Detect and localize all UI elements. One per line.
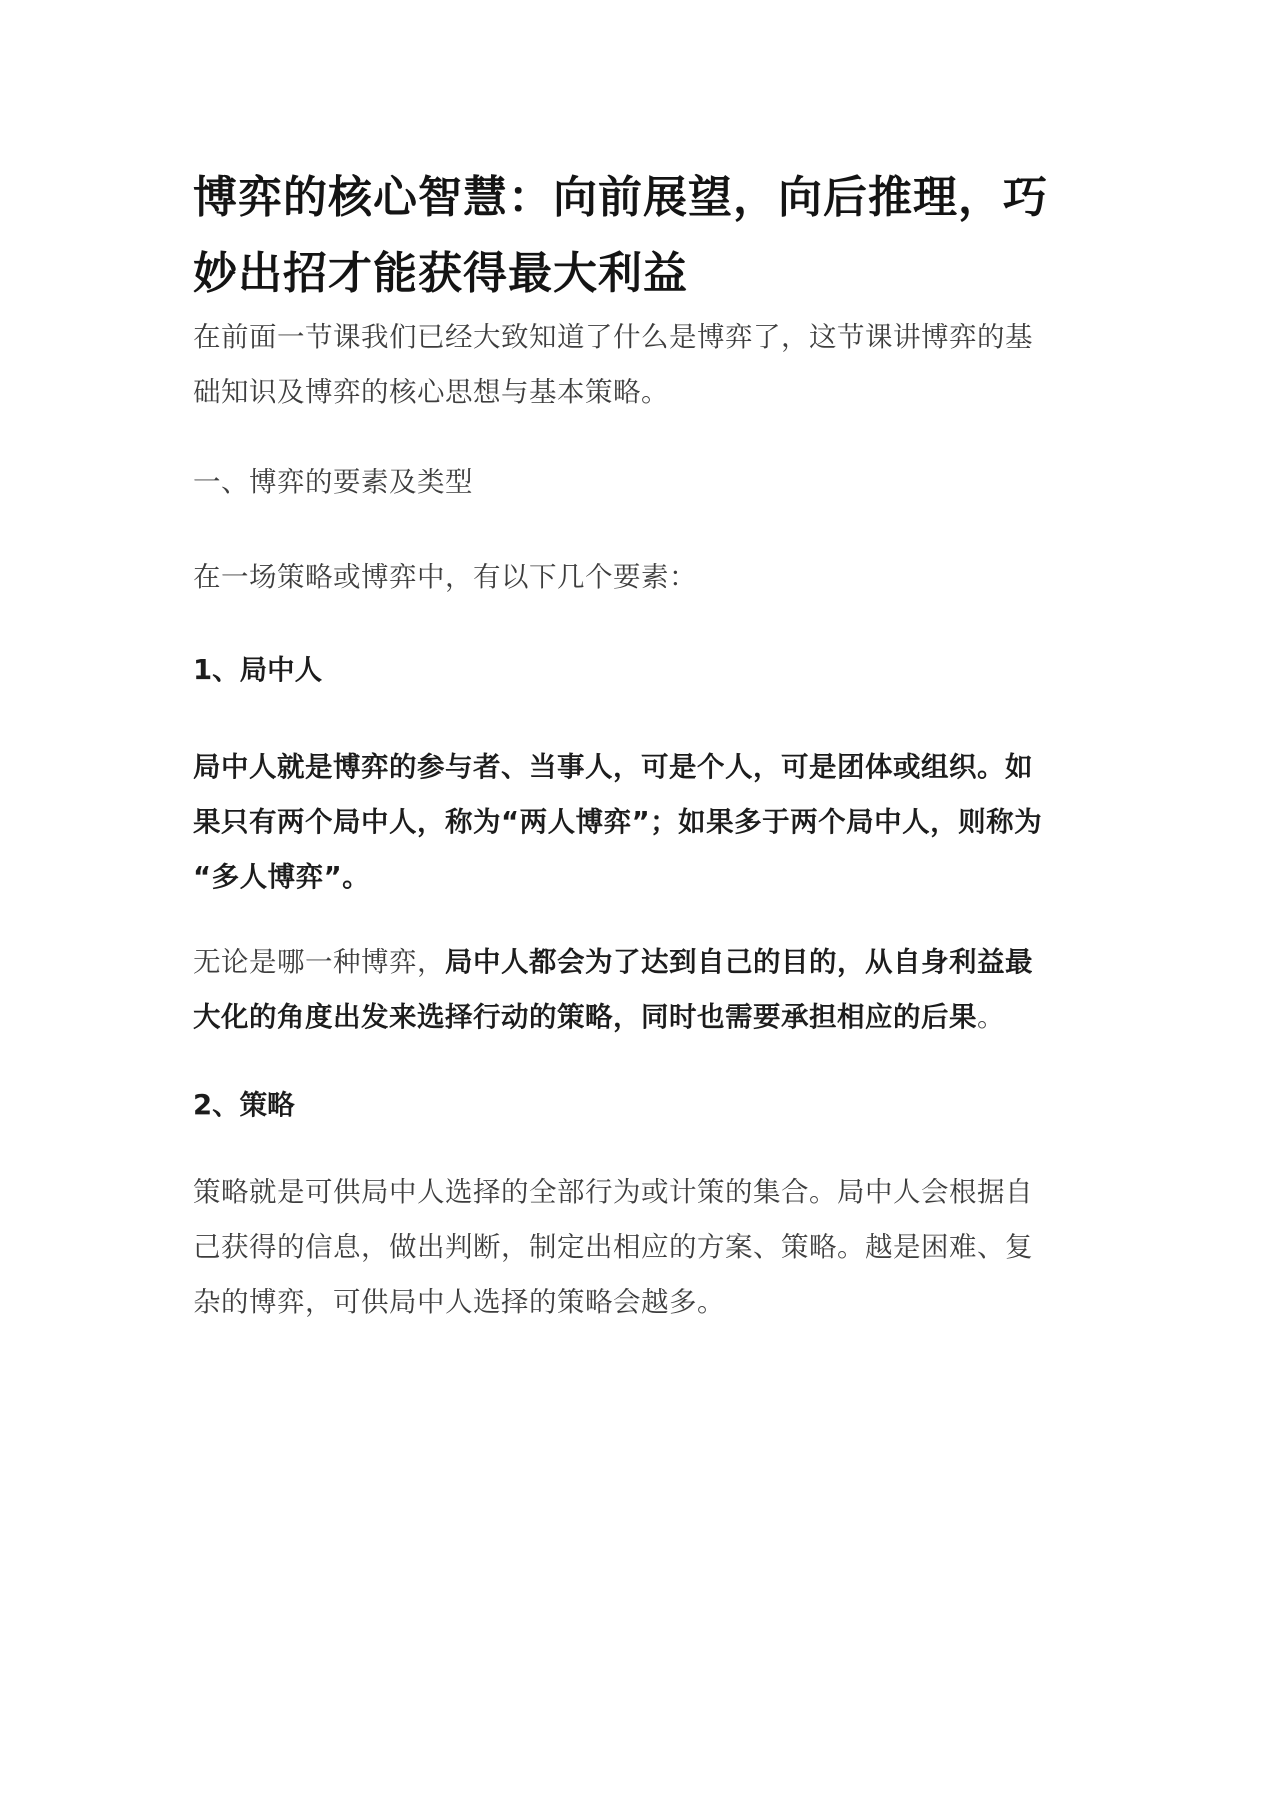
item-2-definition [193,1165,1093,1330]
intro-line-1: 在前面一节课我们已经大致知道了什么是博弈了，这节课讲博弈的基 [193,321,1033,353]
elements-intro-paragraph [193,550,1093,605]
item-2-definition-line-3: 杂的博弈，可供局中人选择的策略会越多。 [193,1286,725,1318]
item-1-heading [193,650,322,690]
section-heading-text: 一、博弈的要素及类型 [193,466,473,498]
item-1-definition-line-2: 果只有两个局中人，称为“两人博弈”；如果多于两个局中人，则称为 [193,806,1043,838]
item-2-definition-line-1: 策略就是可供局中人选择的全部行为或计策的集合。局中人会根据自 [193,1176,1033,1208]
item-1-note-bold-2: 大化的角度出发来选择行动的策略，同时也需要承担相应的后果 [193,1001,977,1033]
intro-paragraph [193,310,1093,420]
item-1-note-bold-1: 局中人都会为了达到自己的目的，从自身利益最 [445,946,1033,978]
item-1-definition-line-1: 局中人就是博弈的参与者、当事人，可是个人，可是团体或组织。如 [193,751,1033,783]
document-page [193,0,1083,1800]
page-title [193,160,1093,312]
item-1-note-plain-end: 。 [977,1001,1005,1033]
item-2-definition-line-2: 己获得的信息，做出判断，制定出相应的方案、策略。越是困难、复 [193,1231,1033,1263]
item-2-heading-text: 2、策略 [193,1089,295,1121]
item-1-heading-text: 1、局中人 [193,654,323,686]
item-1-note-plain-start: 无论是哪一种博弈， [193,946,445,978]
intro-line-2: 础知识及博弈的核心思想与基本策略。 [193,376,669,408]
item-1-note [193,935,1093,1045]
item-1-definition [193,740,1093,905]
section-heading-elements-types [193,455,1093,510]
title-line-1: 博弈的核心智慧：向前展望，向后推理，巧 [193,172,1048,223]
title-line-2: 妙出招才能获得最大利益 [193,248,688,299]
elements-intro-text: 在一场策略或博弈中，有以下几个要素： [193,561,697,593]
item-1-definition-line-3: “多人博弈”。 [193,861,371,893]
item-2-heading [193,1085,295,1125]
